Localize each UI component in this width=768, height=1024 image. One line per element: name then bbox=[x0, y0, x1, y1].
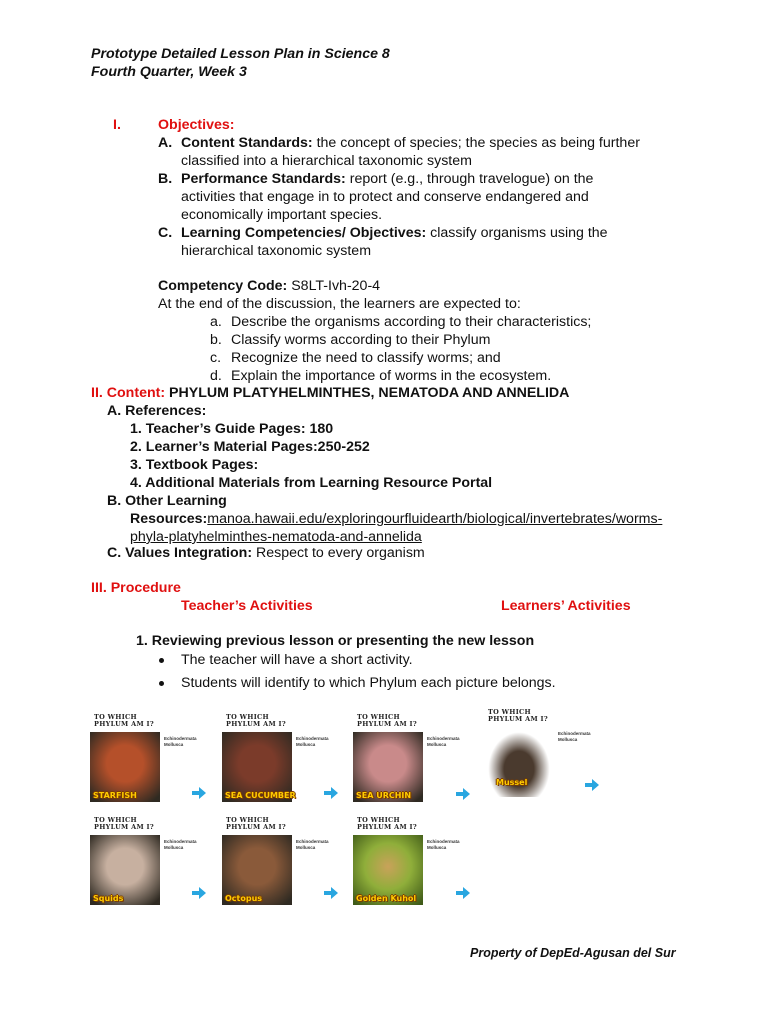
phylum-card bbox=[90, 815, 206, 905]
procedure-bullet: The teacher will have a short activity. bbox=[181, 652, 413, 668]
objective-letter-c: C. bbox=[158, 225, 173, 241]
expectation-letter: d. bbox=[210, 368, 222, 384]
performance-standards-line2: activities that engage in to protect and conserve endangered and bbox=[181, 189, 589, 205]
expectation-item: Describe the organisms according to their characteristics; bbox=[231, 314, 592, 330]
expectation-letter: b. bbox=[210, 332, 222, 348]
references-label: A. References: bbox=[107, 403, 207, 419]
organism-caption: Golden Kuhol bbox=[356, 894, 417, 903]
card-options: Echinodermata Mollusca bbox=[296, 839, 329, 850]
expectation-letter: c. bbox=[210, 350, 222, 366]
card-title: TO WHICH PHYLUM AM I? bbox=[357, 713, 417, 728]
procedure-step-1: 1. Reviewing previous lesson or presenting the new lesson bbox=[136, 633, 535, 649]
organism-caption: Octopus bbox=[225, 894, 263, 903]
resources-link-line2[interactable]: phyla-platyhelminthes-nematoda-and-annelida bbox=[130, 529, 422, 545]
section-numeral: I. bbox=[113, 117, 121, 133]
phylum-card bbox=[222, 815, 338, 905]
arrow-right-icon bbox=[192, 787, 206, 799]
card-options: Echinodermata Mollusca bbox=[427, 736, 460, 747]
card-title: TO WHICH PHYLUM AM I? bbox=[357, 816, 417, 831]
arrow-right-icon bbox=[456, 788, 470, 800]
organism-caption: SEA CUCUMBER bbox=[225, 791, 296, 800]
card-options: Echinodermata Mollusca bbox=[296, 736, 329, 747]
phylum-card bbox=[90, 712, 206, 802]
teacher-activities-header: Teacher’s Activities bbox=[181, 598, 313, 614]
organism-caption: SEA URCHIN bbox=[356, 791, 412, 800]
bullet-icon bbox=[159, 658, 164, 663]
competency-code: Competency Code: S8LT-Ivh-20-4 bbox=[158, 278, 381, 294]
card-options: Echinodermata Mollusca bbox=[558, 731, 591, 742]
objective-letter-b: B. bbox=[158, 171, 173, 187]
arrow-right-icon bbox=[324, 787, 338, 799]
card-title: TO WHICH PHYLUM AM I? bbox=[94, 816, 154, 831]
objectives-heading: Objectives: bbox=[158, 117, 235, 133]
content-section: II. Content: PHYLUM PLATYHELMINTHES, NEMATODA AND ANNELIDA bbox=[91, 385, 570, 401]
arrow-right-icon bbox=[192, 887, 206, 899]
reference-item: 2. Learner’s Material Pages:250-252 bbox=[130, 439, 370, 455]
other-learning-label: B. Other Learning bbox=[107, 493, 227, 509]
organism-caption: Squids bbox=[93, 894, 124, 903]
learner-activities-header: Learners’ Activities bbox=[501, 598, 631, 614]
document-subtitle: Fourth Quarter, Week 3 bbox=[91, 64, 247, 80]
card-title: TO WHICH PHYLUM AM I? bbox=[226, 816, 286, 831]
expectation-item: Recognize the need to classify worms; and bbox=[231, 350, 501, 366]
expectation-letter: a. bbox=[210, 314, 222, 330]
card-title: TO WHICH PHYLUM AM I? bbox=[94, 713, 154, 728]
card-title: TO WHICH PHYLUM AM I? bbox=[488, 708, 548, 723]
procedure-bullet: Students will identify to which Phylum each picture belongs. bbox=[181, 675, 556, 691]
reference-item: 1. Teacher’s Guide Pages: 180 bbox=[130, 421, 334, 437]
document-title: Prototype Detailed Lesson Plan in Science 8 bbox=[91, 46, 390, 62]
expectation-item: Classify worms according to their Phylum bbox=[231, 332, 491, 348]
learning-competencies-line2: hierarchical taxonomic system bbox=[181, 243, 372, 259]
procedure-heading: III. Procedure bbox=[91, 580, 181, 596]
card-options: Echinodermata Mollusca bbox=[164, 839, 197, 850]
reference-item: 4. Additional Materials from Learning Resource Portal bbox=[130, 475, 493, 491]
content-standards: Content Standards: the concept of species; the species as being further bbox=[181, 135, 640, 151]
arrow-right-icon bbox=[456, 887, 470, 899]
card-options: Echinodermata Mollusca bbox=[427, 839, 460, 850]
phylum-card bbox=[353, 712, 469, 802]
bullet-icon bbox=[159, 681, 164, 686]
performance-standards-line3: economically important species. bbox=[181, 207, 383, 223]
phylum-card bbox=[484, 707, 600, 797]
values-integration: C. Values Integration: Respect to every organism bbox=[107, 545, 425, 561]
content-standards-line2: classified into a hierarchical taxonomic system bbox=[181, 153, 472, 169]
phylum-card bbox=[222, 712, 338, 802]
card-title: TO WHICH PHYLUM AM I? bbox=[226, 713, 286, 728]
expectations-intro: At the end of the discussion, the learners are expected to: bbox=[158, 296, 521, 312]
organism-caption: STARFISH bbox=[93, 791, 137, 800]
objective-letter-a: A. bbox=[158, 135, 173, 151]
arrow-right-icon bbox=[324, 887, 338, 899]
reference-item: 3. Textbook Pages: bbox=[130, 457, 259, 473]
resources-line: Resources:manoa.hawaii.edu/exploringourfluidearth/biological/invertebrates/worms- bbox=[130, 511, 663, 527]
arrow-right-icon bbox=[585, 779, 599, 791]
learning-competencies: Learning Competencies/ Objectives: classify organisms using the bbox=[181, 225, 608, 241]
performance-standards: Performance Standards: report (e.g., through travelogue) on the bbox=[181, 171, 594, 187]
phylum-card bbox=[353, 815, 469, 905]
organism-caption: Mussel bbox=[496, 778, 528, 787]
card-options: Echinodermata Mollusca bbox=[164, 736, 197, 747]
expectation-item: Explain the importance of worms in the ecosystem. bbox=[231, 368, 552, 384]
footer-property: Property of DepEd-Agusan del Sur bbox=[470, 946, 676, 960]
resources-link[interactable]: manoa.hawaii.edu/exploringourfluidearth/biological/invertebrates/worms- bbox=[207, 511, 663, 527]
